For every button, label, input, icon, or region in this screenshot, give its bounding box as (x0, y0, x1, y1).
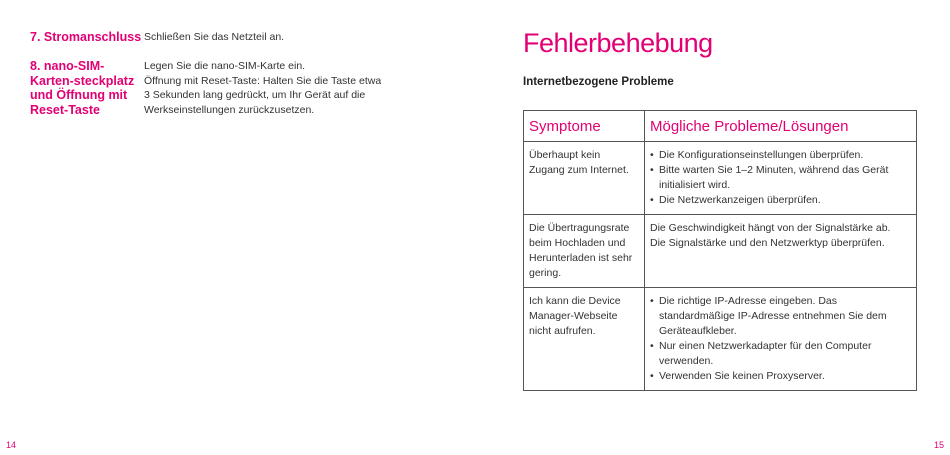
solution-bullet (650, 193, 911, 208)
symptom-cell (524, 288, 645, 391)
solution-line: • Verwenden Sie keinen Proxyserver. (659, 370, 825, 382)
solution-bullet (650, 148, 911, 163)
symptom-line: Die Übertragungsrate (529, 222, 630, 234)
table-header-row (524, 111, 917, 142)
symptom-line: Manager-Webseite (529, 310, 618, 322)
page-title: Fehlerbehebung (523, 28, 713, 58)
item-description-line: Legen Sie die nano-SIM-Karte ein. (144, 60, 306, 72)
item-description (144, 30, 404, 45)
table-row (524, 142, 917, 215)
solution-cell (645, 142, 917, 215)
item-label-line: Karten-steckplatz (30, 73, 135, 88)
symptom-line: gering. (529, 267, 562, 279)
item-description-line: 3 Sekunden lang gedrückt, um Ihr Gerät auf die (144, 89, 366, 101)
solution-line: standardmäßige IP-Adresse entnehmen Sie dem (659, 310, 887, 322)
item-description-line: Werkseinstellungen zurückzusetzen. (144, 103, 315, 116)
item-label (30, 59, 142, 117)
symptom-cell (524, 142, 645, 215)
solution-line: verwenden. (659, 355, 714, 367)
solution-bullet (650, 163, 911, 193)
solution-line: • Die richtige IP-Adresse eingeben. Das (659, 295, 838, 307)
solution-cell (645, 215, 917, 288)
page-number: 15 (933, 440, 944, 450)
item-label-line: Reset-Taste (30, 102, 100, 117)
column-header-solutions: Mögliche Probleme/Lösungen (645, 111, 917, 142)
table-row (524, 288, 917, 391)
solution-line: • Nur einen Netzwerkadapter für den Computer (659, 340, 872, 352)
item-label-line: 8. nano-SIM- (30, 59, 105, 73)
solution-line: Die Signalstärke und den Netzwerktyp überprüfen. (650, 237, 885, 249)
symptom-line: Überhaupt kein (529, 149, 601, 161)
item-description-line: Schließen Sie das Netzteil an. (144, 31, 285, 43)
symptom-line: nicht aufrufen. (529, 325, 596, 337)
solution-line: • Die Konfigurationseinstellungen überprüfen. (659, 149, 864, 161)
solution-bullet (650, 369, 911, 384)
solution-line: • Bitte warten Sie 1–2 Minuten, während das Gerät (659, 164, 889, 176)
item-label (30, 30, 142, 45)
page-number: 14 (6, 440, 17, 450)
section-subtitle: Internetbezogene Probleme (523, 76, 674, 88)
column-header-symptoms: Symptome (524, 111, 645, 142)
solution-bullet (650, 339, 911, 369)
symptom-line: Zugang zum Internet. (529, 164, 629, 176)
item-description (144, 59, 404, 117)
right-page (475, 0, 950, 455)
solution-cell (645, 288, 917, 391)
item-description-line: Öffnung mit Reset-Taste: Halten Sie die Taste etwa (144, 74, 382, 87)
symptom-line: Herunterladen ist sehr (529, 252, 633, 264)
solution-line: Die Geschwindigkeit hängt von der Signalstärke ab. (650, 222, 891, 234)
solution-line: Geräteaufkleber. (659, 325, 737, 337)
solution-line: initialisiert wird. (659, 179, 731, 191)
solution-line: • Die Netzwerkanzeigen überprüfen. (659, 194, 821, 206)
symptom-line: Ich kann die Device (529, 295, 621, 307)
symptom-cell (524, 215, 645, 288)
troubleshooting-table (523, 110, 917, 391)
symptom-line: beim Hochladen und (529, 237, 626, 249)
table-row (524, 215, 917, 288)
item-label-line: 7. Stromanschluss (30, 30, 142, 44)
item-label-line: und Öffnung mit (30, 88, 128, 102)
solution-bullet (650, 294, 911, 339)
